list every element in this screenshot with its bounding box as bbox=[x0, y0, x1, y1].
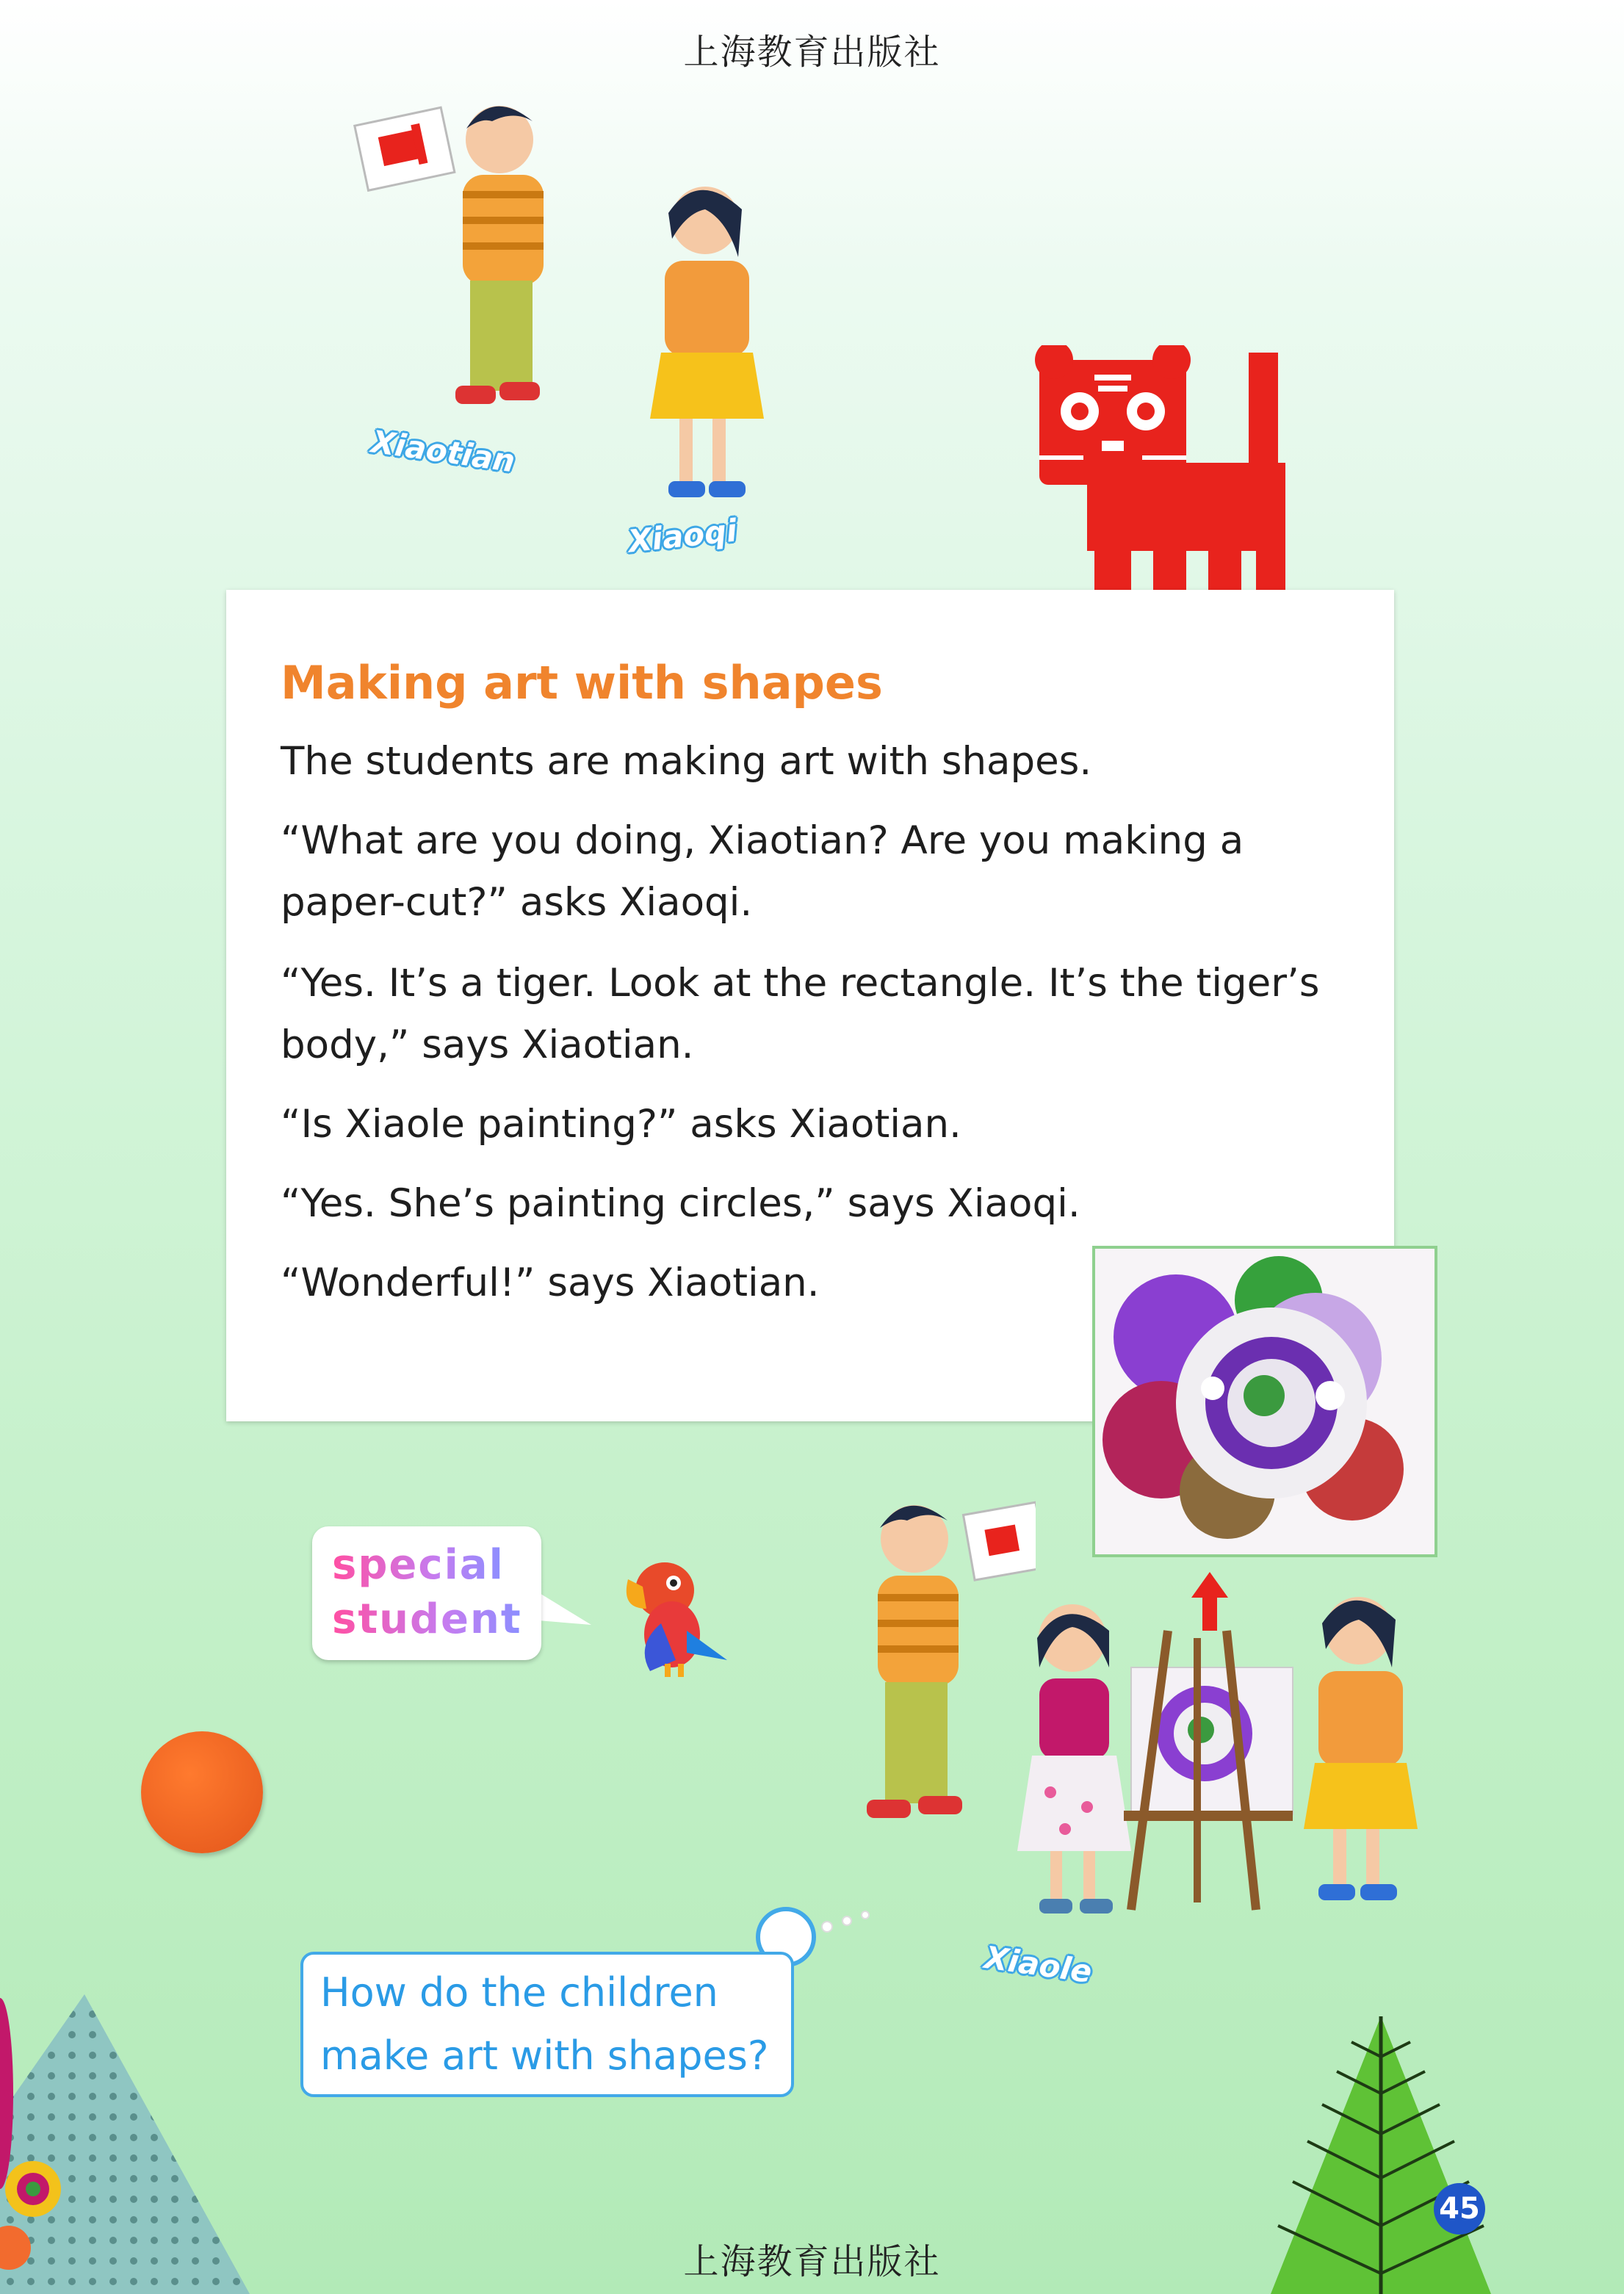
label-xiaotian: Xiaotian bbox=[369, 423, 518, 480]
header-publisher: 上海教育出版社 bbox=[683, 32, 941, 73]
question-line2: make art with shapes? bbox=[320, 2033, 769, 2079]
boy-xiaotian-illustration bbox=[345, 88, 580, 441]
paper-cut-tiger-icon bbox=[1025, 345, 1304, 617]
story-paragraph-2: “What are you doing, Xiaotian? Are you making a paper-cut?” asks Xiaoqi. bbox=[281, 818, 1244, 925]
page-number-badge: 45 bbox=[1434, 2183, 1485, 2235]
question-line1: How do the children bbox=[320, 1969, 718, 2016]
parrot-icon bbox=[606, 1550, 731, 1682]
story-paragraph-4: “Is Xiaole painting?” asks Xiaotian. bbox=[281, 1102, 961, 1147]
arrow-up-icon bbox=[1191, 1572, 1228, 1631]
story-paragraph-1: The students are making art with shapes. bbox=[281, 739, 1092, 784]
label-xiaoqi: Xiaoqi bbox=[626, 512, 739, 560]
story-paragraph-3: “Yes. It’s a tiger. Look at the rectangle. It’s the tiger’s body,” says Xiaotian. bbox=[281, 961, 1320, 1067]
girl-xiaoqi-illustration bbox=[617, 169, 786, 514]
footer-publisher: 上海教育出版社 bbox=[683, 2241, 941, 2282]
story-title: Making art with shapes bbox=[281, 656, 883, 710]
story-paragraph-5: “Yes. She’s painting circles,” says Xiaoqi. bbox=[281, 1181, 1080, 1226]
circle-painting-photo bbox=[1092, 1246, 1437, 1557]
story-paragraph-6: “Wonderful!” says Xiaotian. bbox=[281, 1260, 820, 1305]
special-student-line2: student bbox=[332, 1595, 522, 1643]
girl-xiaoqi-bottom-illustration bbox=[1278, 1572, 1440, 1925]
special-student-line1: special bbox=[332, 1541, 505, 1589]
easel-with-painting bbox=[1102, 1623, 1300, 1917]
orange-circle-icon bbox=[141, 1731, 263, 1853]
label-xiaole: Xiaole bbox=[982, 1939, 1094, 1990]
